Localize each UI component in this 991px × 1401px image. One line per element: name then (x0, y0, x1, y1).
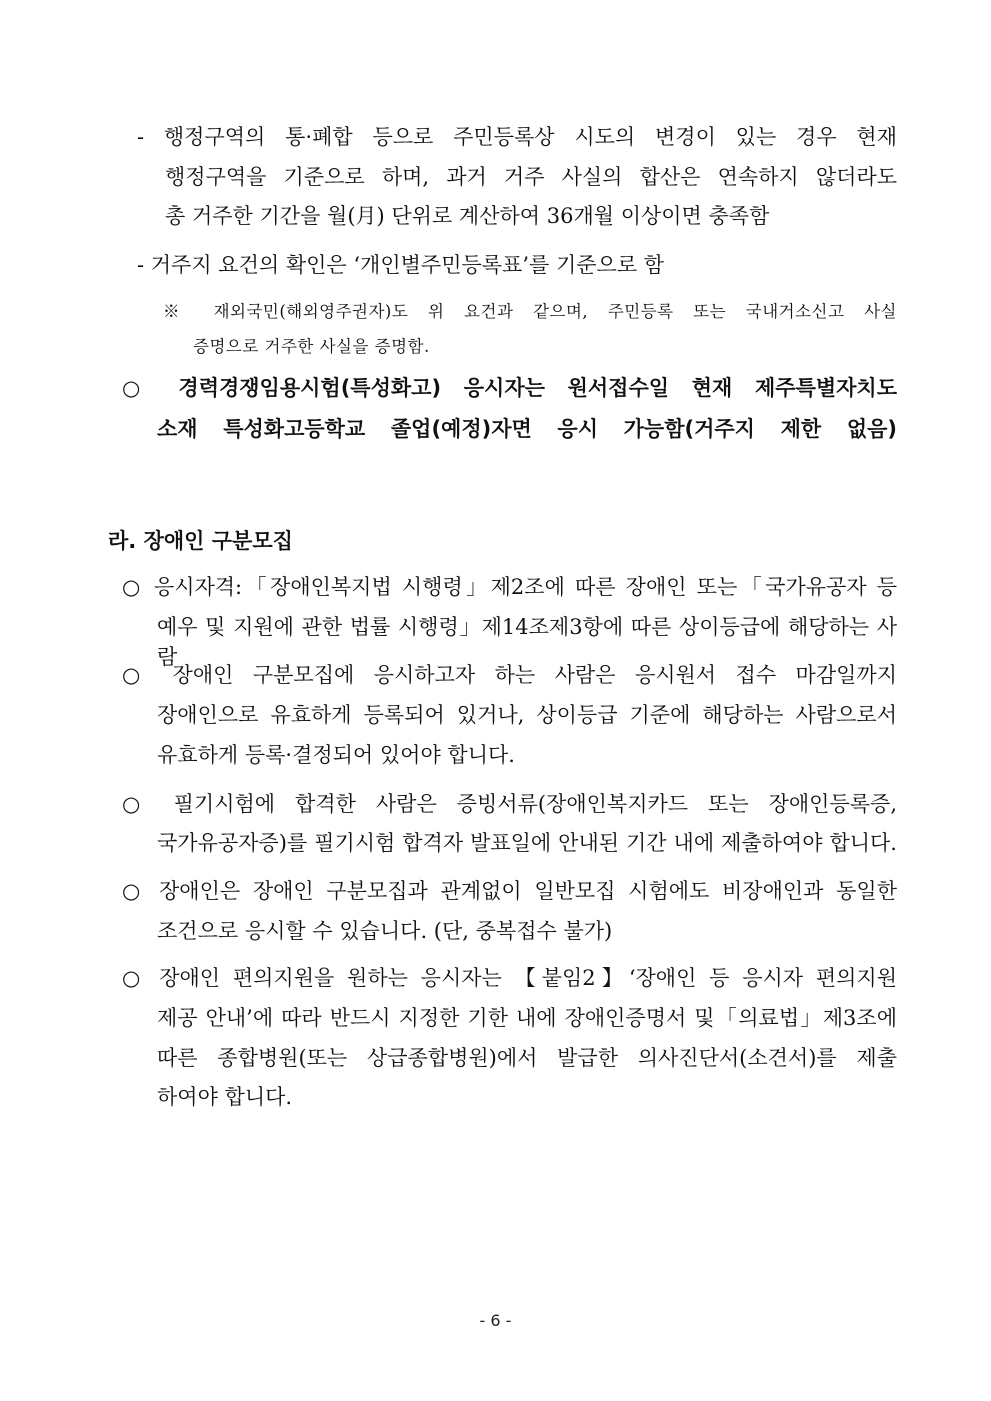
bullet-3-line-2: 국가유공자증)를 필기시험 합격자 발표일에 안내된 기간 내에 제출하여야 합니다. (157, 831, 897, 855)
bullet-5-line-1: ○ 장애인 편의지원을 원하는 응시자는 【붙임2】‘장애인 등 응시자 편의지원 (122, 966, 897, 990)
bullet-5-line-3: 따른 종합병원(또는 상급종합병원)에서 발급한 의사진단서(소견서)를 제출 (157, 1046, 897, 1070)
dash-item-1-line-1: - 행정구역의 통·폐합 등으로 주민등록상 시도의 변경이 있는 경우 현재 (137, 125, 897, 149)
note-line-2: 증명으로 거주한 사실을 증명함. (193, 337, 430, 356)
page-number: - 6 - (479, 1311, 512, 1330)
bullet-3-line-1: ○ 필기시험에 합격한 사람은 증빙서류(장애인복지카드 또는 장애인등록증, (122, 792, 897, 816)
bold-bullet-line-2: 소재 특성화고등학교 졸업(예정)자면 응시 가능함(거주지 제한 없음) (157, 417, 897, 441)
bold-bullet-line-1: ○ 경력경쟁임용시험(특성화고) 응시자는 원서접수일 현재 제주특별자치도 (122, 376, 897, 400)
dash-item-1-line-3: 총 거주한 기간을 월(月) 단위로 계산하여 36개월 이상이면 충족함 (165, 204, 770, 228)
bullet-4-line-1: ○ 장애인은 장애인 구분모집과 관계없이 일반모집 시험에도 비장애인과 동일한 (122, 879, 897, 903)
bullet-1-line-2: 예우 및 지원에 관한 법률 시행령」제14조제3항에 따른 상이등급에 해당하는 사람 (157, 615, 897, 669)
bullet-2-line-3: 유효하게 등록·결정되어 있어야 합니다. (157, 743, 515, 767)
bullet-2-line-1: ○ 장애인 구분모집에 응시하고자 하는 사람은 응시원서 접수 마감일까지 (122, 663, 897, 687)
bullet-5-line-4: 하여야 합니다. (157, 1085, 293, 1109)
bullet-2-line-2: 장애인으로 유효하게 등록되어 있거나, 상이등급 기준에 해당하는 사람으로서 (157, 703, 897, 727)
dash-item-1-line-2: 행정구역을 기준으로 하며, 과거 거주 사실의 합산은 연속하지 않더라도 (165, 165, 897, 189)
bullet-5-line-2: 제공 안내’에 따라 반드시 지정한 기한 내에 장애인증명서 및「의료법」제3조에 (157, 1006, 897, 1030)
note-line-1: ※ 재외국민(해외영주권자)도 위 요건과 같으며, 주민등록 또는 국내거소신고 사실 (163, 302, 897, 321)
bullet-4-line-2: 조건으로 응시할 수 있습니다. (단, 중복접수 불가) (157, 919, 613, 943)
dash-item-2-line-1: - 거주지 요건의 확인은 ‘개인별주민등록표’를 기준으로 함 (137, 253, 665, 277)
bullet-1-line-1: ○ 응시자격:「장애인복지법 시행령」제2조에 따른 장애인 또는「국가유공자 등 (122, 575, 897, 599)
section-heading: 라. 장애인 구분모집 (108, 529, 293, 553)
